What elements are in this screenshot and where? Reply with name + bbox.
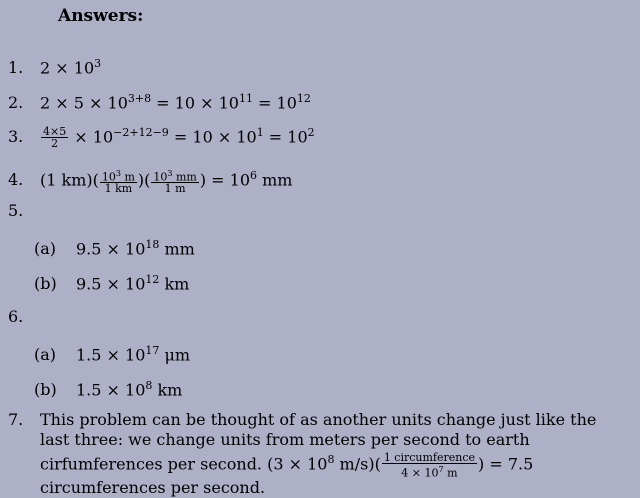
- answer-5: [8, 201, 40, 221]
- exponent: 3: [115, 168, 121, 178]
- denominator: 2: [51, 137, 59, 151]
- denominator-base: 4 × 10: [401, 466, 439, 480]
- denominator: 1 km: [104, 182, 133, 196]
- exponent: −2+12−9: [113, 126, 169, 139]
- fraction: [41, 126, 68, 149]
- exponent: 12: [296, 92, 311, 105]
- answer-6a: [34, 341, 190, 365]
- expr: 1.5 × 10: [76, 380, 146, 400]
- answer-2: [8, 89, 311, 113]
- text: This problem can be thought of as another units change just like the last three: we change units from meters per second to earth cirfumferences per second. (3 × 10: [40, 410, 597, 474]
- unit: mm: [159, 239, 195, 259]
- exponent: 3+8: [127, 92, 152, 105]
- answer-3: [8, 123, 315, 149]
- exponent: 18: [145, 238, 160, 251]
- item-number: 1.: [8, 58, 24, 78]
- numerator: [151, 168, 198, 184]
- fraction: [151, 168, 198, 195]
- sub-label: (b): [34, 274, 57, 294]
- numerator-base: 10: [101, 170, 116, 184]
- exponent: 6: [250, 169, 258, 182]
- item-number: 4.: [8, 170, 24, 190]
- answer-6b: [34, 376, 182, 400]
- denominator: [399, 464, 459, 479]
- denominator-unit: m: [443, 466, 458, 480]
- item-number: 6.: [8, 307, 24, 326]
- expr: )(: [137, 170, 151, 190]
- numerator-unit: mm: [172, 170, 197, 184]
- sub-label: (a): [34, 239, 57, 259]
- answer-5b: [34, 270, 189, 294]
- unit: km: [159, 274, 190, 294]
- numerator-base: 10: [153, 170, 168, 184]
- expr: ) = 10: [199, 170, 251, 190]
- expr: = 10 × 10: [168, 127, 257, 147]
- answers-heading: Answers:: [58, 6, 144, 26]
- expr: mm: [257, 170, 293, 190]
- exponent: 11: [238, 92, 253, 105]
- exponent: 8: [145, 379, 153, 392]
- expr: 2 × 10: [40, 58, 95, 78]
- sub-label: (b): [34, 380, 57, 400]
- answer-1: [8, 54, 101, 78]
- text: m/s)(: [334, 454, 381, 474]
- answer-4: [8, 166, 292, 194]
- expr: = 10: [263, 127, 308, 147]
- answer-7: [8, 410, 633, 498]
- exponent: 8: [327, 453, 335, 466]
- exponent: 1: [256, 126, 264, 139]
- sub-label: (a): [34, 345, 57, 365]
- item-number: 7.: [8, 410, 24, 429]
- fraction: [100, 168, 137, 195]
- exponent: 12: [145, 273, 160, 286]
- fraction: [382, 452, 477, 479]
- expr: (1 km)(: [40, 170, 99, 190]
- numerator: 1 circumference: [383, 450, 476, 464]
- expr: = 10: [252, 93, 297, 113]
- expr: 9.5 × 10: [76, 274, 146, 294]
- item-number: 5.: [8, 201, 24, 220]
- answer-5a: [34, 235, 195, 259]
- numerator-unit: m: [120, 170, 135, 184]
- expr: 2 × 5 × 10: [40, 93, 128, 113]
- exponent: 3: [94, 57, 102, 70]
- answer-7-text: [40, 410, 630, 498]
- exponent: 3: [167, 168, 173, 178]
- unit: km: [152, 380, 183, 400]
- exponent: 17: [145, 344, 160, 357]
- item-number: 2.: [8, 93, 24, 113]
- expr: = 10 × 10: [151, 93, 239, 113]
- numerator: 4×5: [43, 125, 67, 139]
- exponent: 7: [438, 464, 444, 474]
- expr: 1.5 × 10: [76, 345, 146, 365]
- exponent: 2: [307, 126, 315, 139]
- text: ) = 7.5 circumferences per second.: [40, 454, 534, 498]
- numerator: [100, 168, 137, 184]
- expr: 9.5 × 10: [76, 239, 146, 259]
- unit: μm: [159, 345, 191, 365]
- denominator: 1 m: [164, 182, 186, 196]
- expr: × 10: [69, 127, 114, 147]
- answer-6: [8, 307, 40, 327]
- item-number: 3.: [8, 127, 24, 147]
